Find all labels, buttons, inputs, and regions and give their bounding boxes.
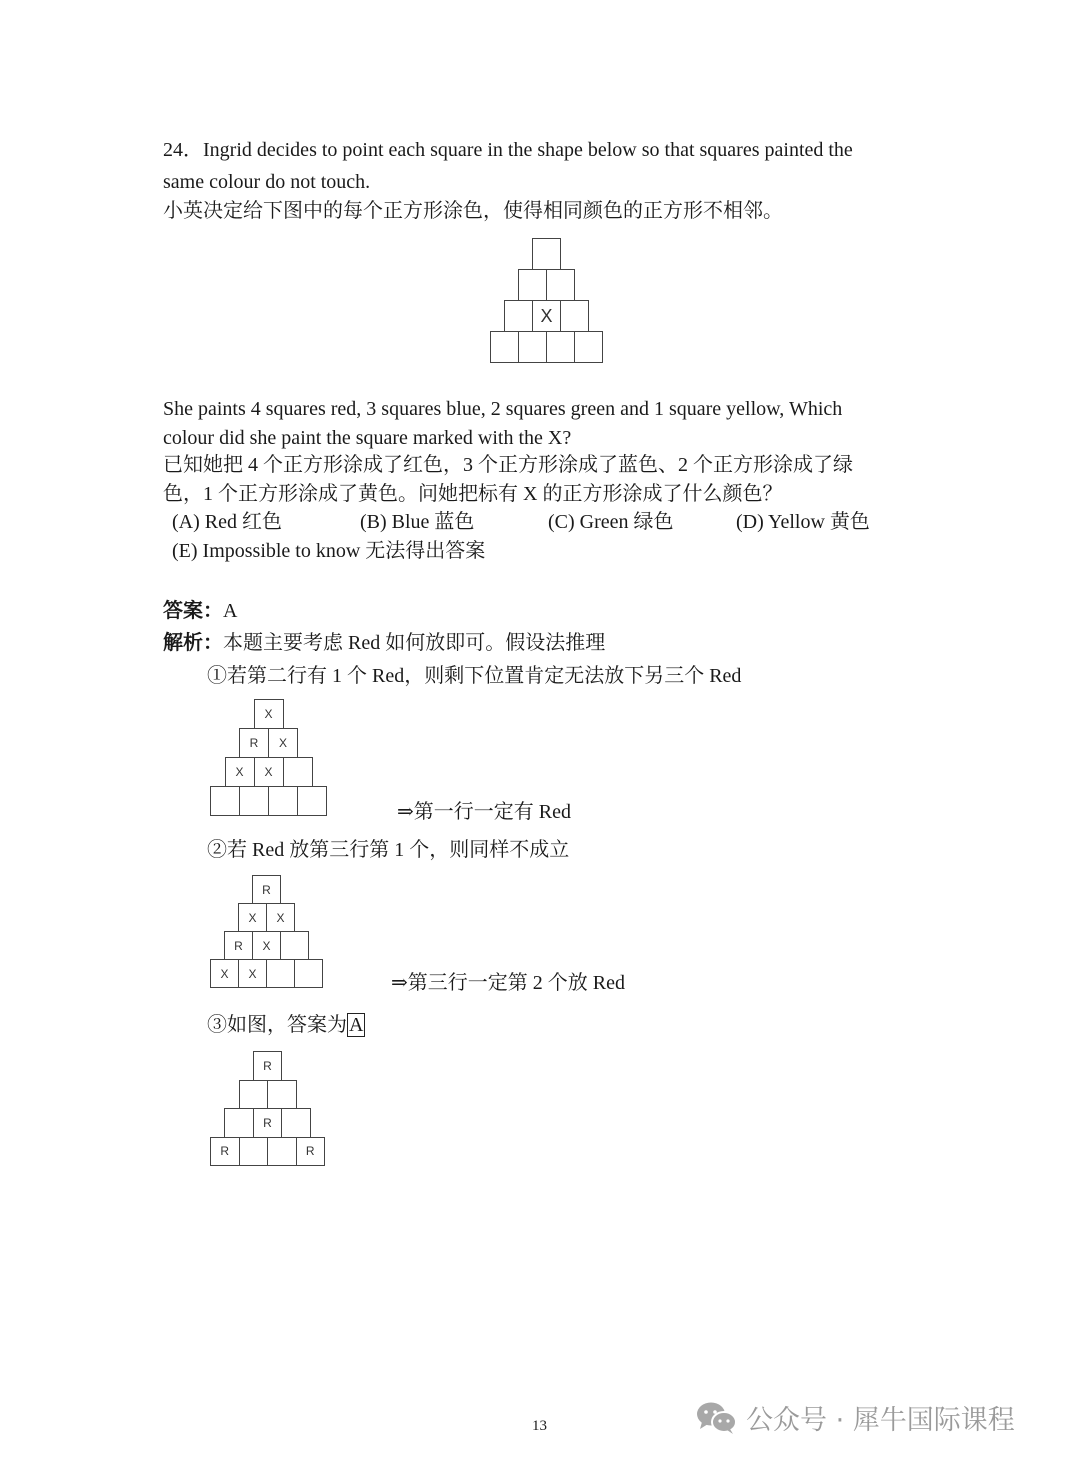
question-line-3: 小英决定给下图中的每个正方形涂色，使得相同颜色的正方形不相邻。: [163, 200, 783, 222]
pyramid-cell: [574, 331, 603, 363]
option-c: (C) Green 绿色: [548, 511, 674, 533]
pyramid-cell: [518, 331, 547, 363]
pyramid-cell: X: [266, 903, 295, 932]
pyramid-cell: [239, 1080, 269, 1110]
pyramid-cell: [239, 1137, 269, 1167]
pyramid-cell: R: [253, 1108, 283, 1138]
option-b: (B) Blue 蓝色: [360, 511, 475, 533]
pyramid-cell: X: [254, 699, 284, 729]
conclusion-1: ⇒第一行一定有 Red: [397, 801, 571, 823]
question-line-4: She paints 4 squares red, 3 squares blue, 2 squares green and 1 square yellow, Which: [163, 398, 843, 420]
pyramid-cell: X: [225, 757, 255, 787]
conclusion-2: ⇒第三行一定第 2 个放 Red: [391, 972, 625, 994]
option-d: (D) Yellow 黄色: [736, 511, 870, 533]
pyramid-cell: X: [238, 959, 267, 988]
pyramid-cell: [297, 786, 327, 816]
pyramid-cell: [532, 238, 561, 270]
step-2: ②若 Red 放第三行第 1 个，则同样不成立: [207, 839, 570, 861]
question-line-2: same colour do not touch.: [163, 171, 371, 193]
pyramid-cell: [224, 1108, 254, 1138]
analysis-line: [163, 631, 605, 655]
pyramid-cell: [560, 300, 589, 332]
pyramid-cell: [546, 269, 575, 301]
pyramid-cell: R: [210, 1137, 240, 1167]
pyramid-cell: [281, 1108, 311, 1138]
wechat-icon: [696, 1401, 738, 1435]
analysis-label: 解析：: [163, 632, 223, 654]
pyramid-cell: [283, 757, 313, 787]
question-line-6: 已知她把 4 个正方形涂成了红色，3 个正方形涂成了蓝色、2 个正方形涂成了绿: [163, 454, 853, 476]
pyramid-cell: X: [254, 757, 284, 787]
watermark-text: 公众号 · 犀牛国际课程: [746, 1405, 1015, 1436]
step-3-text: ③如图，答案为: [207, 1014, 347, 1036]
page-number: 13: [532, 1418, 547, 1434]
step-3: [207, 1013, 365, 1037]
pyramid-cell: X: [238, 903, 267, 932]
pyramid-cell: [267, 1080, 297, 1110]
pyramid-cell: [546, 331, 575, 363]
watermark: [696, 1398, 1015, 1437]
pyramid-cell: R: [252, 875, 281, 904]
answer-label: 答案：: [163, 600, 223, 622]
pyramid-cell: [210, 786, 240, 816]
pyramid-cell: [267, 1137, 297, 1167]
pyramid-cell: R: [296, 1137, 326, 1167]
question-line-1: 24．Ingrid decides to point each square in the shape below so that squares painted the: [163, 139, 853, 161]
option-e: (E) Impossible to know 无法得出答案: [172, 540, 486, 562]
step-3-boxed-answer: A: [349, 1014, 364, 1036]
pyramid-cell: R: [239, 728, 269, 758]
pyramid-cell: [490, 331, 519, 363]
question-line-7: 色，1 个正方形涂成了黄色。问她把标有 X 的正方形涂成了什么颜色？: [163, 483, 783, 505]
pyramid-cell: [268, 786, 298, 816]
analysis-text: 本题主要考虑 Red 如何放即可。假设法推理: [223, 632, 606, 654]
pyramid-cell: [266, 959, 295, 988]
pyramid-cell: R: [224, 931, 253, 960]
pyramid-cell: X: [532, 300, 561, 332]
step-1: ①若第二行有 1 个 Red，则剩下位置肯定无法放下另三个 Red: [207, 665, 742, 687]
option-a: (A) Red 红色: [172, 511, 282, 533]
pyramid-cell: [239, 786, 269, 816]
answer-value: A: [223, 600, 238, 622]
pyramid-cell: [280, 931, 309, 960]
answer-line: [163, 599, 237, 623]
pyramid-cell: X: [252, 931, 281, 960]
pyramid-cell: [294, 959, 323, 988]
pyramid-cell: X: [268, 728, 298, 758]
pyramid-cell: R: [253, 1051, 283, 1081]
pyramid-cell: [504, 300, 533, 332]
pyramid-cell: [518, 269, 547, 301]
pyramid-cell: X: [210, 959, 239, 988]
question-line-5: colour did she paint the square marked with the X?: [163, 427, 572, 449]
